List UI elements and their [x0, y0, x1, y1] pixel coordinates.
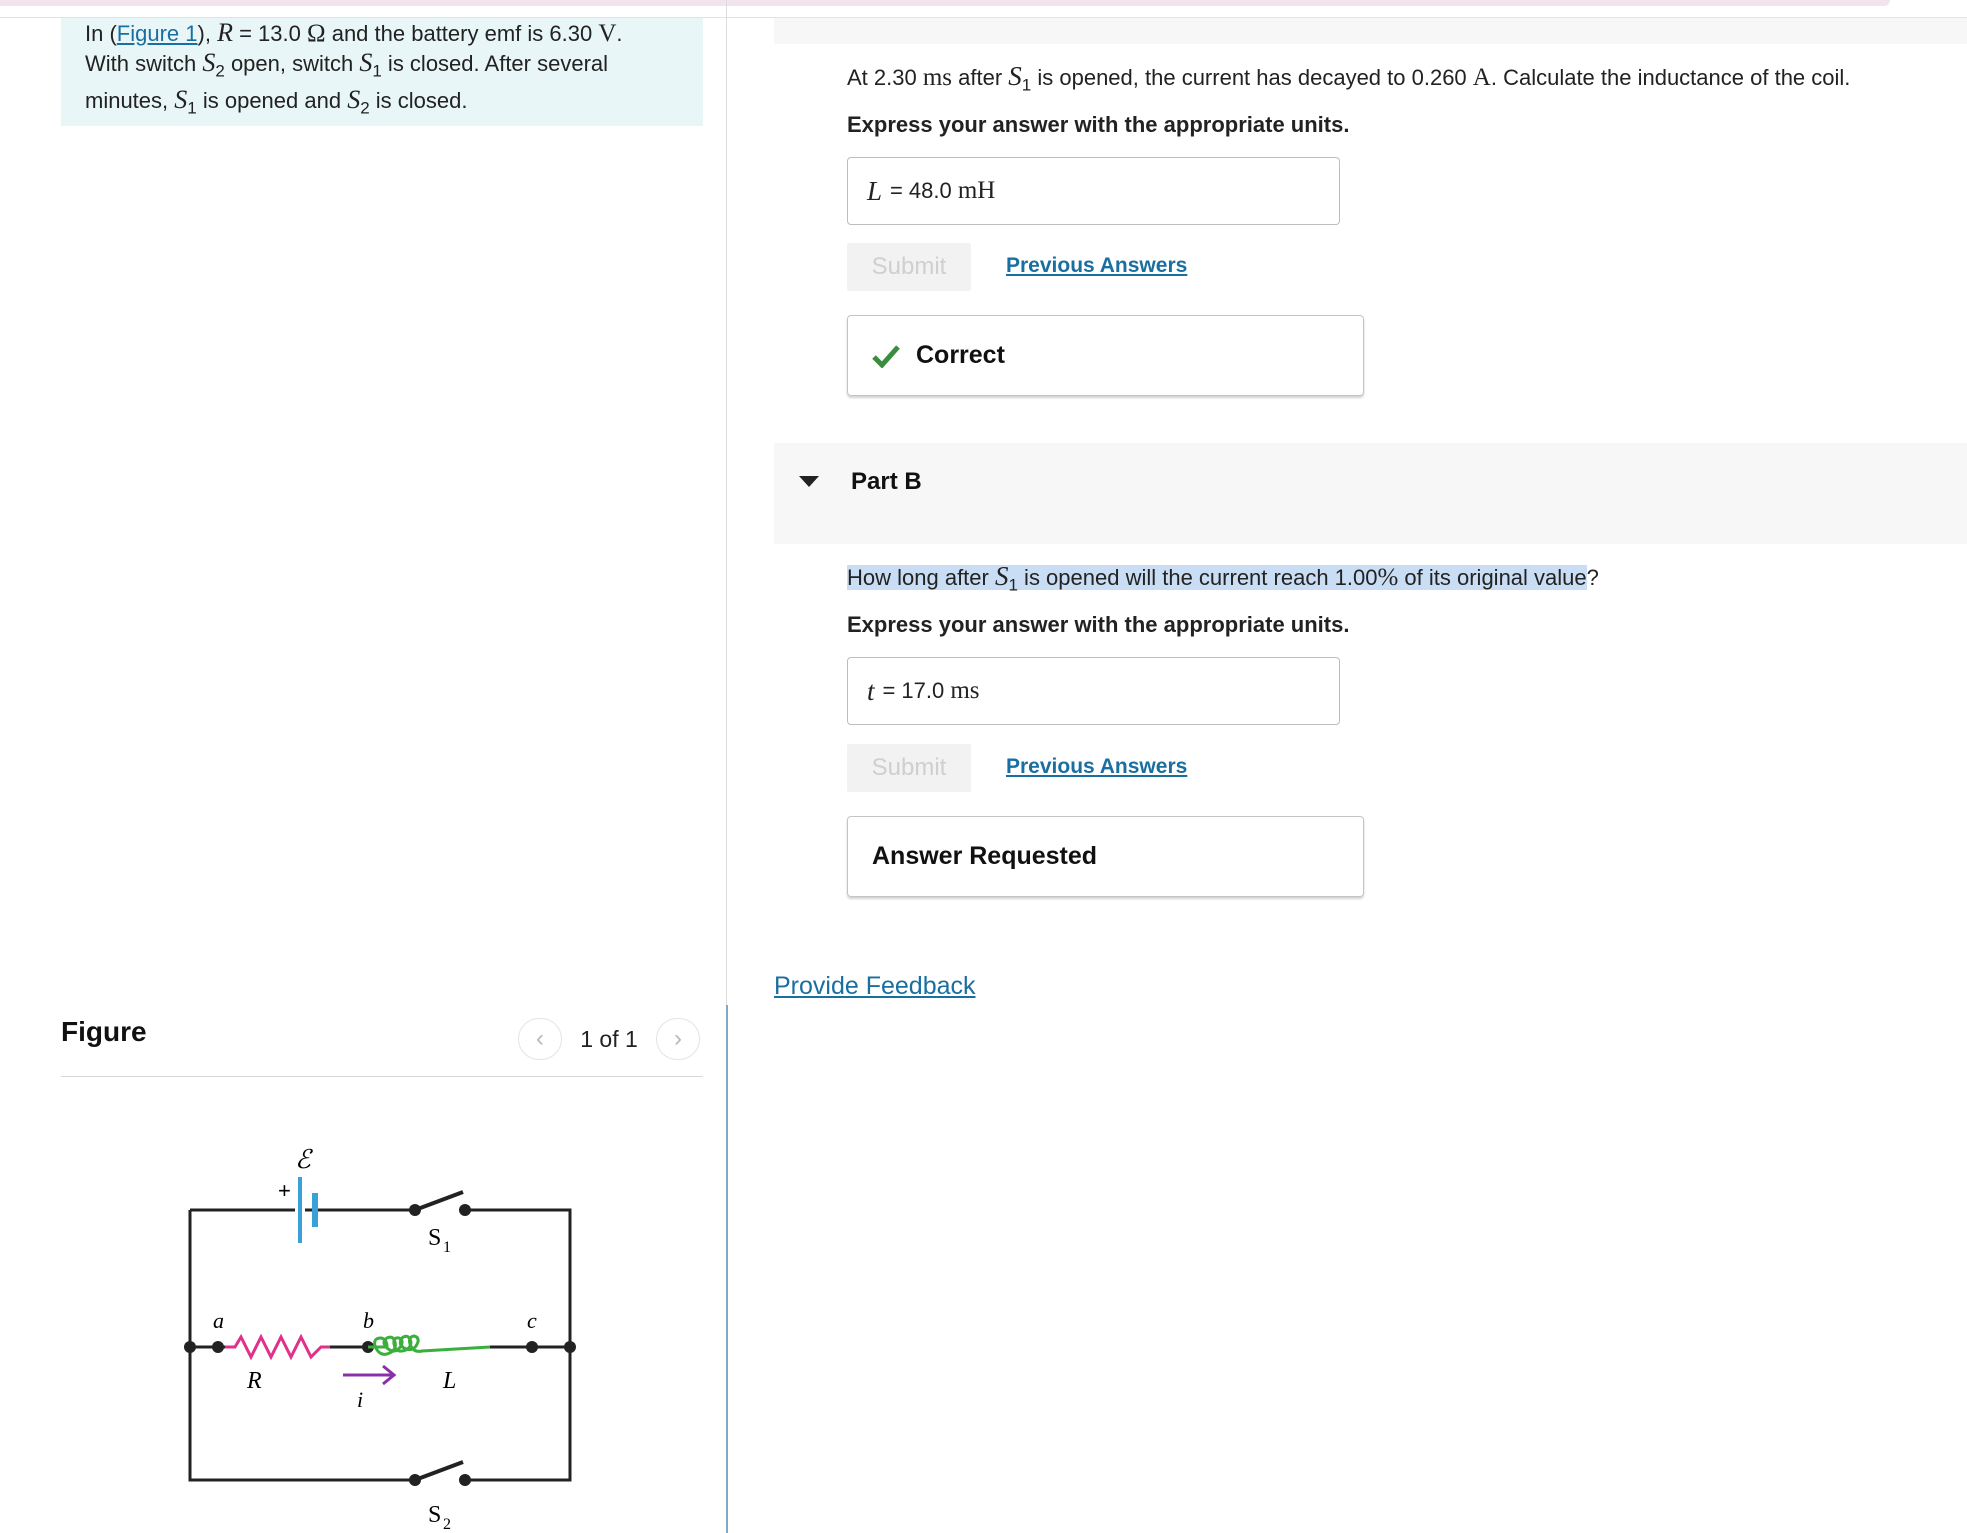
junction-right [564, 1341, 576, 1353]
figure-header-rule [61, 1076, 703, 1077]
wire-right [465, 1210, 570, 1480]
chevron-left-icon: ‹ [536, 1025, 544, 1052]
part-a-previous-answers-link[interactable]: Previous Answers [1006, 254, 1188, 277]
part-b-header[interactable] [774, 443, 1967, 544]
next-figure-button[interactable] [656, 1018, 700, 1060]
intro-text: open, switch [224, 51, 360, 76]
current-arrow [343, 1366, 394, 1384]
part-a-question [847, 61, 1850, 100]
switch-s2 [409, 1462, 471, 1486]
answer-variable: L [867, 175, 883, 206]
node-a [212, 1341, 224, 1353]
inductor-label: L [443, 1368, 457, 1394]
answer-variable: t [867, 675, 875, 706]
period: . [616, 21, 623, 46]
question-text: How long after [847, 565, 995, 590]
prev-figure-button[interactable] [518, 1018, 562, 1060]
inductor-symbol [368, 1336, 490, 1354]
figure-link[interactable]: Figure 1 [116, 21, 198, 46]
s1-label: S [428, 1225, 442, 1251]
node-a-label: a [213, 1308, 224, 1333]
part-a-header-band [774, 18, 1967, 44]
ms-unit: ms [922, 64, 953, 91]
resistor-symbol [225, 1337, 330, 1357]
figure-count: 1 of 1 [580, 1025, 638, 1052]
s1-variable: S [174, 85, 188, 115]
chevron-right-icon: › [674, 1025, 682, 1052]
answer-number: 48.0 [908, 178, 958, 203]
checkmark-icon [872, 344, 900, 368]
top-accent-bar [0, 0, 1890, 6]
column-divider [726, 0, 727, 1005]
answer-value [909, 177, 995, 205]
figure-pager [518, 1018, 700, 1060]
s1-label-sub: 1 [443, 1239, 451, 1256]
part-b-answer-field[interactable] [847, 657, 1340, 725]
equals-sign: = [882, 678, 896, 703]
feedback-text: Correct [916, 341, 1005, 369]
intro-text: With switch [85, 51, 203, 76]
part-b-label: Part B [851, 468, 922, 495]
volt-unit: V [598, 20, 617, 47]
ampere-unit: A [1472, 64, 1491, 91]
column-divider-accent [726, 1005, 728, 1533]
question-text: after [952, 65, 1009, 90]
answer-unit: ms [950, 677, 980, 704]
part-a-instructions: Express your answer with the appropriate units. [847, 112, 1350, 137]
percent-sign: % [1377, 564, 1399, 591]
problem-intro [61, 18, 703, 126]
top-bar [0, 0, 1967, 18]
node-c [526, 1341, 538, 1353]
circuit-diagram [175, 1130, 595, 1530]
collapse-caret-icon[interactable] [799, 476, 819, 487]
s2-label: S [428, 1502, 442, 1528]
provide-feedback-link[interactable]: Provide Feedback [774, 972, 976, 1000]
s2-label-sub: 2 [443, 1516, 451, 1530]
question-text: . Calculate the inductance of the coil. [1490, 65, 1851, 90]
emf-text: and the battery emf is 6.30 [325, 21, 599, 46]
intro-text: minutes, [85, 88, 175, 114]
answer-unit: mH [957, 177, 996, 204]
emf-label: ℰ [295, 1145, 311, 1174]
s1-variable: S [1008, 61, 1022, 91]
intro-text: In ( [85, 21, 117, 46]
intro-text: ), [197, 21, 211, 46]
intro-text: is closed. After several [381, 51, 609, 76]
s2-subscript: 2 [215, 61, 225, 81]
part-a-feedback [847, 315, 1364, 396]
part-b-previous-answers-link[interactable]: Previous Answers [1006, 755, 1188, 778]
part-b-question [847, 561, 1599, 600]
part-b-submit-button[interactable]: Submit [847, 744, 971, 792]
r-value: = 13.0 [232, 21, 307, 46]
s2-variable: S [347, 85, 361, 115]
question-text: of its original value [1398, 565, 1587, 590]
part-b-feedback [847, 816, 1364, 897]
feedback-text: Answer Requested [872, 842, 1098, 870]
figure-title: Figure [61, 1016, 147, 1047]
intro-text: is closed. [369, 88, 468, 114]
s1-variable: S [994, 561, 1009, 591]
wire-left-bottom [190, 1210, 415, 1480]
s1-subscript: 1 [372, 61, 382, 81]
question-text: is opened will the current reach 1.00 [1017, 565, 1378, 590]
current-label: i [357, 1387, 364, 1412]
s1-variable: S [359, 48, 373, 77]
question-text: is opened, the current has decayed to 0.260 [1031, 65, 1473, 90]
answer-value [901, 677, 979, 705]
switch-s1 [409, 1192, 471, 1216]
node-c-label: c [527, 1308, 537, 1333]
question-text: At 2.30 [847, 65, 923, 90]
ohm-unit: Ω [307, 20, 326, 47]
s1-subscript: 1 [187, 98, 197, 118]
junction-left [184, 1341, 196, 1353]
s1-subscript: 1 [1008, 575, 1018, 595]
question-mark: ? [1586, 565, 1599, 590]
r-variable: R [217, 18, 233, 47]
equals-sign: = [890, 178, 903, 203]
part-a-answer-field[interactable] [847, 157, 1340, 225]
node-b-label: b [363, 1308, 374, 1333]
s2-subscript: 2 [360, 98, 370, 118]
plus-label: + [278, 1178, 291, 1203]
s1-subscript: 1 [1021, 75, 1032, 95]
part-b-instructions: Express your answer with the appropriate units. [847, 612, 1350, 637]
resistor-label: R [247, 1368, 262, 1394]
s2-variable: S [202, 48, 216, 77]
intro-text: is opened and [196, 88, 348, 114]
answer-number: 17.0 [901, 678, 951, 703]
part-a-submit-button[interactable]: Submit [847, 243, 971, 291]
